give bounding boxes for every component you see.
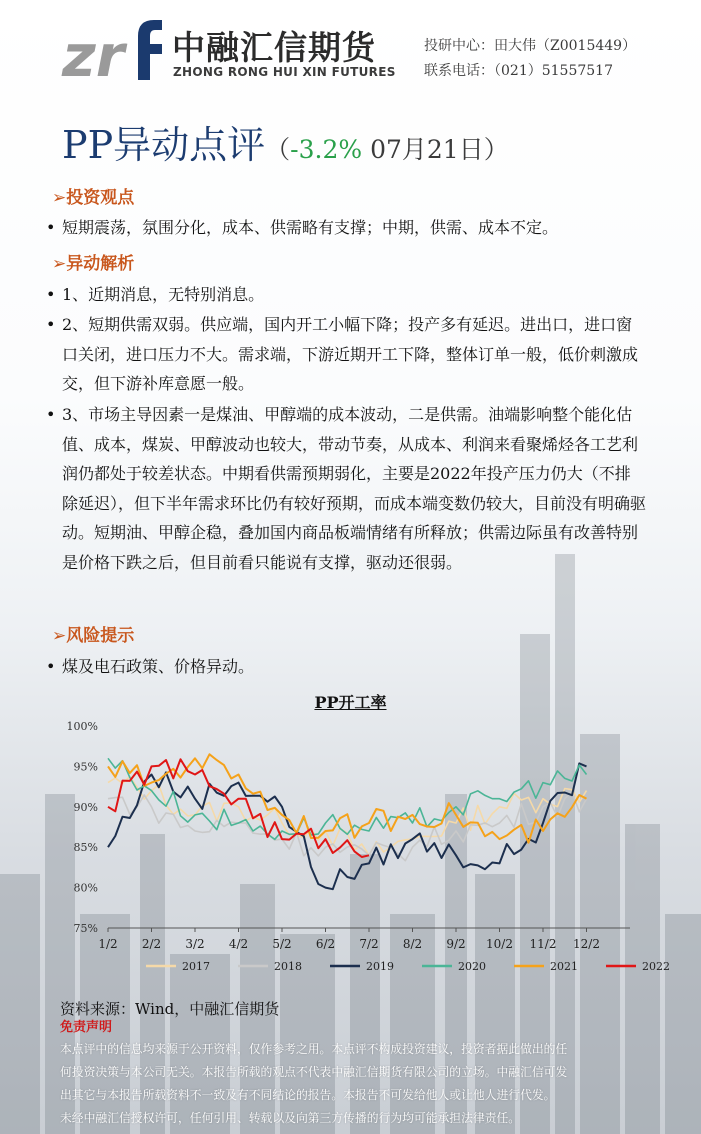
title-main: PP异动点评 xyxy=(62,123,266,167)
legend-label-2018: 2018 xyxy=(274,960,302,973)
bullet: • xyxy=(46,657,56,676)
analysis-item-1 xyxy=(46,280,646,310)
legend-label-2022: 2022 xyxy=(642,960,670,973)
chart-title: PP开工率 xyxy=(314,693,387,712)
company-name-cn: 中融汇信期货 xyxy=(172,28,376,67)
disclaimer-line: 未经中融汇信授权许可，任何引用、转载以及向第三方传播的行为均可能承担法律责任。 xyxy=(60,1111,521,1125)
analysis-item-2 xyxy=(46,310,646,399)
x-tick-label: 9/2 xyxy=(446,937,466,951)
x-tick-label: 5/2 xyxy=(272,937,292,951)
disclaimer-heading: 免责声明 xyxy=(60,1020,113,1035)
bullet: • xyxy=(46,285,56,304)
analysis-text-3: 3、市场主导因素一是煤油、甲醇端的成本波动，二是供需。油端影响整个能化估值、成本，煤炭、甲醇波动也较大，带动节奏，从成本、利润来看聚烯烃各工艺利润仍都处于较差状态。中期看供需预期弱化，主要是2022年投产压力仍大（不排除延迟），但下半年需求环比仍有较好预期，而成本端变数仍较大，目前没有明确驱动。短期油、甲醇企稳，叠加国内商品板端情绪有所释放；供需边际虽有改善特别是价格下跌之后，但目前看只能说有支撑，驱动还很弱。 xyxy=(62,405,647,572)
disclaimer-line: 出其它与本报告所载资料不一致及有不同结论的报告。本报告不可发给他人或让他人进行代发。 xyxy=(60,1088,556,1102)
legend-label-2019: 2019 xyxy=(366,960,394,973)
x-tick-label: 6/2 xyxy=(315,937,336,951)
company-logo xyxy=(62,14,167,90)
report-header xyxy=(0,0,701,100)
y-tick-label: 80% xyxy=(73,881,98,895)
risk-text: 煤及电石政策、价格异动。 xyxy=(62,657,255,676)
section-heading-analysis: ➢异动解析 xyxy=(52,254,135,274)
disclaimer-text xyxy=(60,1038,650,1130)
section-heading-view: ➢投资观点 xyxy=(52,188,135,208)
legend-label-2017: 2017 xyxy=(182,960,210,973)
legend-label-2020: 2020 xyxy=(458,960,486,973)
svg-text:zr: zr xyxy=(62,22,125,90)
y-tick-label: 90% xyxy=(73,800,98,814)
disclaimer-line: 本点评中的信息均来源于公开资料，仅作参考之用。本点评不构成投资建议，投资者据此做出的任 xyxy=(60,1042,568,1056)
title-date: 07月21日 xyxy=(362,135,484,164)
section-heading-risk: ➢风险提示 xyxy=(52,626,135,646)
disclaimer-line: 何投资决策与本公司无关。本报告所载的观点不代表中融汇信期货有限公司的立场。中融汇信可发 xyxy=(60,1065,568,1079)
legend-label-2021: 2021 xyxy=(550,960,578,973)
x-tick-label: 11/2 xyxy=(529,937,557,951)
x-tick-label: 2/2 xyxy=(141,937,162,951)
x-tick-label: 1/2 xyxy=(98,937,118,951)
x-tick-label: 12/2 xyxy=(573,937,600,951)
analyst-line: 投研中心：田大伟（Z0015449） xyxy=(424,38,637,54)
y-tick-label: 85% xyxy=(73,841,98,855)
price-change: -3.2% xyxy=(290,135,363,164)
view-paragraph xyxy=(46,213,646,243)
y-tick-label: 100% xyxy=(66,720,98,733)
utilization-line-chart xyxy=(60,714,670,984)
x-tick-label: 10/2 xyxy=(486,937,513,951)
series-line-2021 xyxy=(108,754,587,842)
risk-paragraph xyxy=(46,652,646,682)
bullet: • xyxy=(46,405,56,424)
analysis-text-2: 2、短期供需双弱。供应端，国内开工小幅下降；投产多有延迟。进出口，进口窗口关闭，进口压力不大。需求端，下游近期开工下降，整体订单一般，低价刺激成交，但下游补库意愿一般。 xyxy=(62,315,639,393)
x-tick-label: 4/2 xyxy=(228,937,249,951)
view-text: 短期震荡，氛围分化，成本、供需略有支撑；中期，供需、成本不定。 xyxy=(62,218,559,237)
analysis-text-1: 1、近期消息，无特别消息。 xyxy=(62,285,265,304)
bullet: • xyxy=(46,218,56,237)
x-tick-label: 7/2 xyxy=(359,937,379,951)
title-open-paren: （ xyxy=(265,135,291,164)
x-tick-label: 3/2 xyxy=(185,937,205,951)
contact-info xyxy=(424,34,636,84)
series-line-2018 xyxy=(108,792,587,861)
title-close-paren: ） xyxy=(483,135,509,164)
data-source: 资料来源：Wind，中融汇信期货 xyxy=(60,1000,280,1018)
company-name-en: ZHONG RONG HUI XIN FUTURES xyxy=(173,65,396,79)
analysis-item-3 xyxy=(46,400,646,577)
y-tick-label: 95% xyxy=(73,760,98,774)
bullet: • xyxy=(46,315,56,334)
phone-line: 联系电话：（021）51557517 xyxy=(424,63,613,79)
page-title xyxy=(62,114,509,169)
x-tick-label: 8/2 xyxy=(402,937,423,951)
y-tick-label: 75% xyxy=(73,922,98,935)
